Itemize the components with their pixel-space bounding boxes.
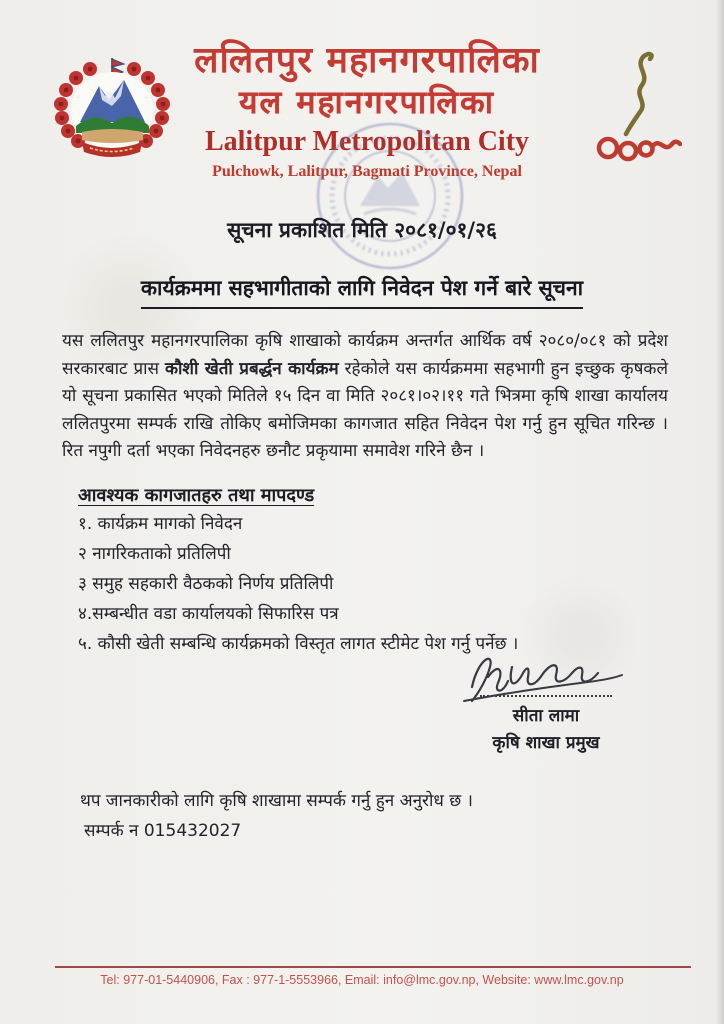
contact-phone-line: सम्पर्क न 015432027	[84, 821, 242, 841]
signatory-name: सीता लामा	[512, 706, 580, 726]
signature-dotted-line	[480, 695, 612, 697]
body-text-program-name: कौशी खेती प्रबर्द्धन कार्यक्रम	[164, 358, 339, 379]
footer-contact-text: Tel: 977-01-5440906, Fax : 977-1-5553966, Email: info@lmc.gov.np, Website: www.lmc.gov.np	[100, 973, 624, 987]
requirement-item: २ नागरिकताको प्रतिलिपी	[78, 544, 231, 564]
municipality-name-devanagari: ललितपुर महानगरपालिका	[194, 40, 540, 81]
scan-edge-shadow	[716, 0, 724, 1024]
official-stamp-watermark	[312, 118, 468, 274]
footer-divider	[55, 966, 691, 968]
contact-note: थप जानकारीको लागि कृषि शाखामा सम्पर्क गर्नु हुन अनुरोध छ ।	[80, 791, 474, 811]
requirement-item: १. कार्यक्रम मागको निवेदन	[78, 514, 243, 534]
municipality-name-newari-script: यल महानगरपालिका	[239, 83, 495, 121]
municipality-address: Pulchowk, Lalitpur, Bagmati Province, Nepal	[212, 162, 522, 180]
calligraphic-mark-icon	[590, 50, 682, 168]
body-text-part2: रहेकोले यस कार्यक्रममा सहभागी हुन इच्छुक कृषकले यो सूचना प्रकासित भएको मितिले १५ दिन वा मिति २०८१।०२।११ गते भित्रमा कृषि शाखा कार्यालय ललितपुरमा सम्पर्क राखि तोकिए बमोजिमका कागजात सहित निवेदन पेश गर्नु हुन सूचित गरिन्छ । रित नपुगी दर्ता भएका निवेदनहरु छनौट प्रकृयामा समावेश गरिने छैन ।	[62, 358, 668, 461]
notice-body-paragraph	[62, 328, 668, 466]
published-date-line: सूचना प्रकाशित मिति २०८१/०१/२६	[227, 218, 497, 242]
requirements-list	[78, 511, 638, 661]
requirement-item: ५. कौसी खेती सम्बन्धि कार्यक्रमको विस्तृत लागत स्टीमेट पेश गर्नु पर्नेछ ।	[78, 634, 519, 654]
municipality-name-english: Lalitpur Metropolitan City	[204, 126, 530, 158]
requirements-heading: आवश्यक कागजातहरु तथा मापदण्ड	[78, 485, 315, 506]
notice-title	[0, 274, 724, 309]
signatory-designation: कृषि शाखा प्रमुख	[492, 733, 600, 753]
requirement-item: ४.सम्बन्धीत वडा कार्यालयको सिफारिस पत्र	[78, 604, 339, 624]
body-text-part1: यस ललितपुर महानगरपालिका कृषि शाखाको कार्यक्रम अन्तर्गत आर्थिक वर्ष २०८०/०८१ को प्रदेश सरकारबाट प्रास	[62, 331, 668, 379]
requirement-item: ३ समुह सहकारी वैठकको निर्णय प्रतिलिपी	[78, 574, 334, 594]
notice-title-text: कार्यक्रममा सहभागीताको लागि निवेदन पेश गर्ने बारे सूचना	[141, 274, 583, 309]
